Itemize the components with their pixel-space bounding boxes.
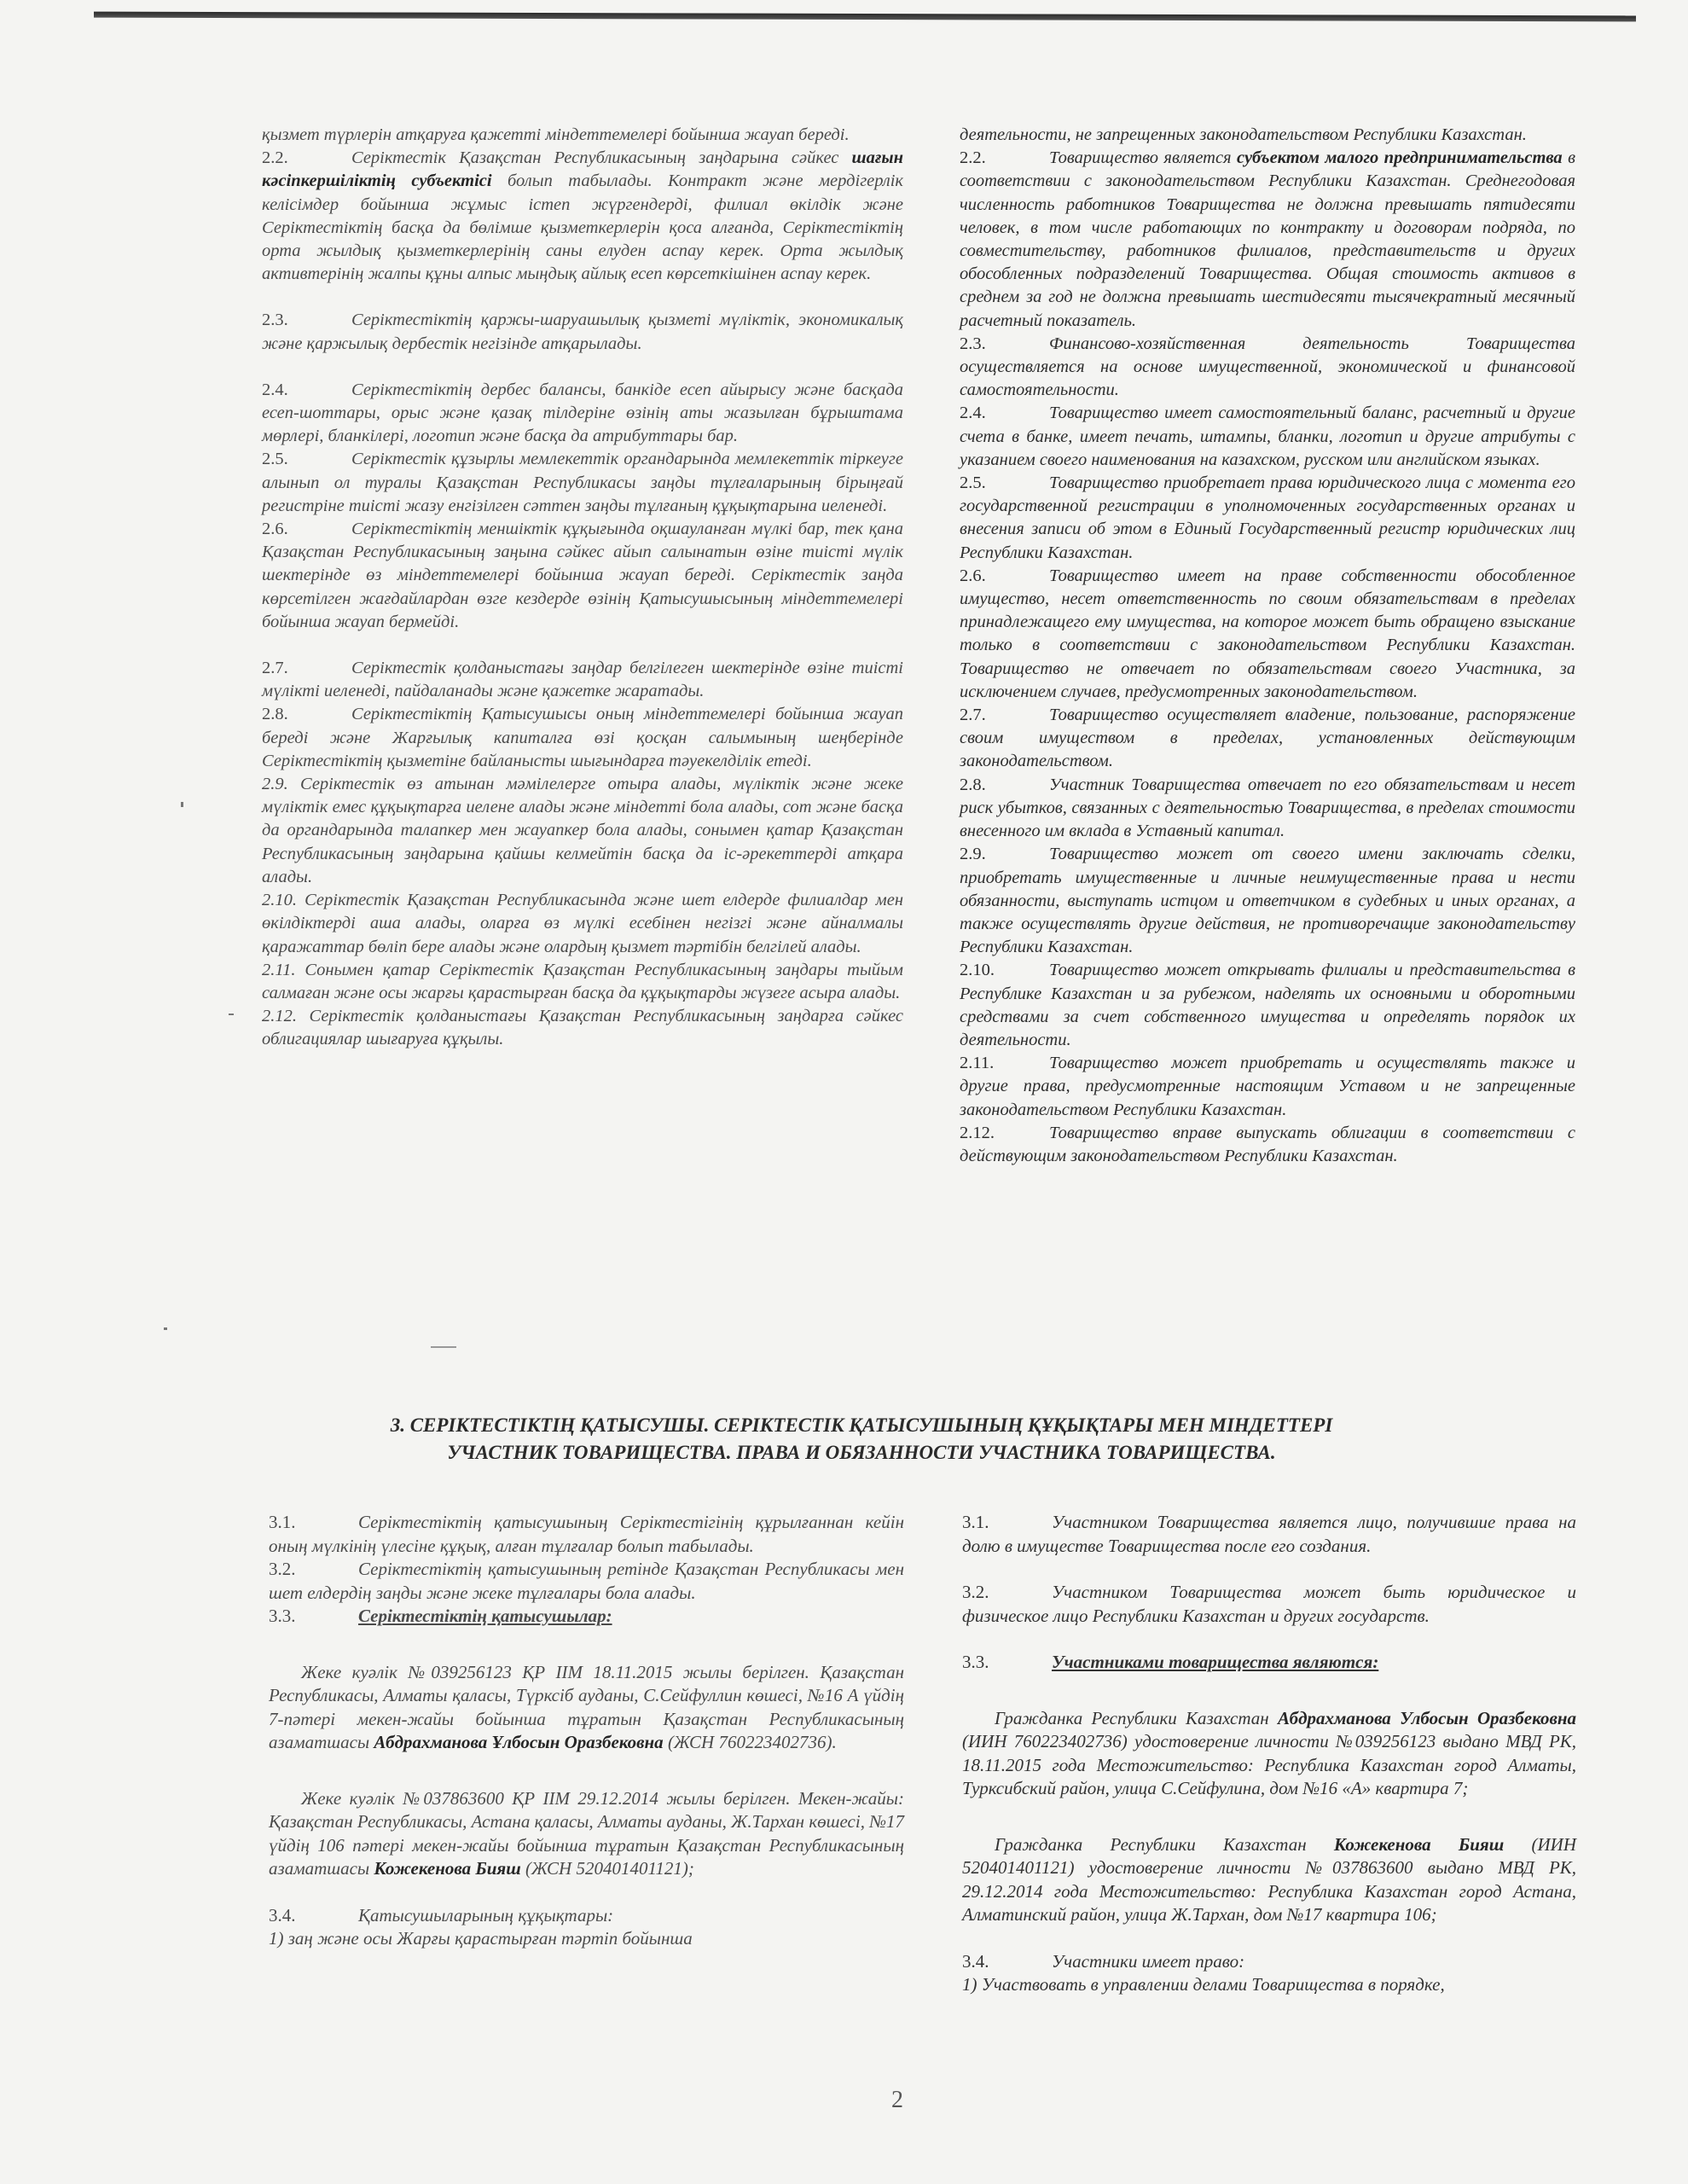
paragraph-3-2: 3.2. Участником Товарищества может быть юридическое и физическое лицо Республики Казахстан и других государств. [962, 1582, 1576, 1626]
paragraph-2-4: 2.4. Товарищество имеет самостоятельный баланс, расчетный и другие счета в банке, имеет печать, штампы, бланки, логотип и другие атрибуты с указанием своего наименования на казахском, русском или английском языках. [960, 404, 1575, 469]
paragraph-2-2: 2.2. Серіктестік Қазақстан Республикасының заңдарына сәйкес шағын кәсіпкершіліктің субъектісі болып табылады. Контракт және мердігерлік келісімдер бойынша жұмыс істеп жүргендерді, филиал өкілдік және Серіктестіктің басқа да бөлімше қызметкерлерін қоса алғанда, Серіктестіктің орта жылдық қызметкерлерінің саны елуден аспау керек. Орта жылдық активтерінің жалпы құны алпыс мыңдық айлық есеп көрсеткішінен аспау керек. [262, 148, 903, 284]
paragraph-2-4: 2.4. Серіктестіктің дербес балансы, банкіде есеп айырысу және басқада есеп-шоттары, орыс және қазақ тілдеріне өзінің аты жазылған бұрыштама мөрлері, бланкілері, логотип және басқа да атрибуттары бар. [262, 380, 903, 446]
paragraph-2-6: 2.6. Серіктестіктің меншіктік құқығында оқшауланған мүлкі бар, тек қана Қазақстан Республикасының заңына сәйкес айып салынатын өзіне тиісті мүлік шектерінде өз міндеттемелері бойынша жауап береді. Серіктестік заңда көрсетілген жағдайлардан өзге кездерде өзінің Қатысушысының міндеттемелері бойынша жауап бермейді. [262, 520, 903, 631]
scan-speck [164, 1327, 167, 1330]
paragraph-2-7: 2.7. Серіктестік қолданыстағы заңдар белгілеген шектерінде өзіне тиісті мүлікті иеленеді, пайдаланады және қажетке жаратады. [262, 659, 903, 701]
paragraph-2-3: 2.3. Финансово-хозяйственная деятельность Товарищества осуществляется на основе имущественной, экономической и финансовой самостоятельности. [960, 334, 1575, 400]
participant-2: Гражданка Республики Казахстан Кожекенова Бияш (ИИН 520401401121) удостоверение личности №037863600 выдано МВД РК, 29.12.2014 года Местожительство: Республика Казахстан город Астана, Алматинский район, улица Ж.Тархан, дом №17 квартира 106; [962, 1833, 1576, 1925]
russian-column-section-3 [962, 1511, 1576, 1997]
paragraph-2-9: 2.9. Серіктестік өз атынан мәмілелерге отыра алады, мүліктік және жеке мүліктік емес құқықтарға иеленe алады және міндетті бола алады, сот және басқа да органдарында талапкер мен жауапкер бола алады, сонымен қатар Қазақстан Республикасының заңдарына қайшы келмейтін басқа да іс-әрекеттерді атқара алады. [262, 775, 904, 886]
kazakh-column-section-3 [269, 1511, 904, 1951]
paragraph-2-10: 2.10. Серіктестік Қазақстан Республикасында және шет елдерде филиалдар мен өкілдіктерді аша алады, оларға өз мүлкі есебінен негізгі және айналмалы қаражаттар бөліп бере алады және олардың қызмет тәртібін белгілей алады. [262, 891, 903, 956]
paragraph-2-5: 2.5. Серіктестік құзырлы мемлекеттік органдарында мемлекеттік тіркеуге алынып ол туралы Қазақстан Республикасы заңды тұлғаларының бірыңғай регистріне тиісті жазу енгізілген сәттен заңды тұлғаның құқықтарына иеленеді. [262, 450, 903, 515]
paragraph-3-4-1: 1) Участвовать в управлении делами Товарищества в порядке, [962, 1974, 1445, 1995]
participant-2: Жеке куәлік №037863600 ҚР ІІМ 29.12.2014 жылы берілген. Мекен-жайы: Қазақстан Республикасы, Астана қаласы, Алматы ауданы, Ж.Тархан көшесі, №17 үйдің 106 пәтері мекен-жайы бойынша тұратын Қазақстан Республикасының азаматшасы Кожекенова Бияш (ЖСН 520401401121); [269, 1787, 905, 1879]
russian-column-section-2 [960, 124, 1575, 1168]
paragraph-2-11: 2.11. Сонымен қатар Серіктестік Қазақстан Республикасының заңдары тыйым салмаған және осы жарғы қарастырған басқа да құқықтарды жүзеге асыра алады. [262, 960, 904, 1002]
paragraph-3-3: 3.3. Участниками товарищества являются: [962, 1652, 1379, 1672]
participant-1: Жеке куәлік №039256123 ҚР ІІМ 18.11.2015 жылы берілген. Қазақстан Республикасы, Алматы қаласы, Түрксіб ауданы, С.Сейфуллин көшесі, №16 А үйдің 7-пәтері мекен-жайы бойынша тұратын Қазақстан Республикасының азаматшасы Абдрахманова Ұлбосын Оразбековна (ЖСН 760223402736). [269, 1661, 904, 1752]
paragraph-2-8: 2.8. Серіктестіктің Қатысушысы оның міндеттемелері бойынша жауап береді және Жарғылық капиталға өзі қосқан салымының шеңберінде Серіктестіктің қызметіне байланысты шығындарға тәуекелділік етеді. [262, 705, 903, 770]
scan-top-border [94, 12, 1636, 22]
paragraph-2-5: 2.5. Товарищество приобретает права юридического лица с момента его государственной регистрации в уполномоченных государственных органах и внесения записи об этом в Единый Государственный регистр юридических лиц Республики Казахстан. [960, 473, 1575, 562]
paragraph-2-12: 2.12. Серіктестік қолданыстағы Қазақстан Республикасының заңдарға сәйкес облигациялар шығаруға құқылы. [262, 1007, 904, 1049]
heading-kazakh: 3. СЕРІКТЕСТІКТІҢ ҚАТЫСУШЫ. СЕРІКТЕСТІК ҚАТЫСУШЫНЫҢ ҚҰҚЫҚТАРЫ МЕН МІНДЕТТЕРІ [390, 1414, 1333, 1436]
paragraph-2-10: 2.10. Товарищество может открывать филиалы и представительства в Республике Казахстан и за рубежом, наделять их основными и оборотными средствами за счет собственного имущества и определять порядок их деятельности. [960, 961, 1575, 1049]
paragraph-3-1: 3.1. Серіктестіктің қатысушының Серіктестігінің құрылғаннан кейін оның мүлкінің үлесіне құқық, алған тұлғалар болып табылады. [269, 1512, 904, 1556]
paragraph-2-9: 2.9. Товарищество может от своего имени заключать сделки, приобретать имущественные и личные неимущественные права и нести обязанности, выступать истцом и ответчиком в судебных и иных органах, а также осуществлять другие действия, не противоречащие законодательству Республики Казахстан. [960, 845, 1575, 957]
paragraph-2-3: 2.3. Серіктестіктің қаржы-шаруашылық қызметі мүліктік, экономикалық және қаржылық дербестік негізінде атқарылады. [262, 311, 903, 353]
paragraph-3-3: 3.3. Серіктестіктің қатысушылар: [269, 1606, 612, 1626]
paragraph-2-6: 2.6. Товарищество имеет на праве собственности обособленное имущество, несет ответственность по своим обязательствам в пределах принадлежащего ему имущества, на которое может быть обращено взыскание только в соответствии с законодательством Республики Казахстан. Товарищество не отвечает по обязательствам своего Участника, за исключением случаев, предусмотренных законодательством. [960, 566, 1575, 701]
scan-speck [181, 802, 183, 807]
section-3-heading [281, 1412, 1441, 1467]
paragraph: деятельности, не запрещенных законодательством Республики Казахстан. [960, 125, 1527, 144]
paragraph-2-8: 2.8. Участник Товарищества отвечает по его обязательствам и несет риск убытков, связанных с деятельностью Товарищества, в пределах стоимости внесенного им вклада в Уставный капитал. [960, 775, 1575, 841]
paragraph-3-1: 3.1. Участником Товарищества является лицо, получившие права на долю в имуществе Товарищества после его создания. [962, 1512, 1576, 1556]
paragraph-3-4: 3.4. Қатысушыларының құқықтары: [269, 1904, 614, 1926]
participant-1: Гражданка Республики Казахстан Абдрахманова Улбосын Оразбековна (ИИН 760223402736) удостоверение личности №039256123 выдано МВД РК, 18.11.2015 года Местожительство: Республика Казахстан город Алматы, Турксибский район, улица С.Сейфулина, дом №16 «А» квартира 7; [962, 1707, 1576, 1798]
paragraph-3-4: 3.4. Участники имеет право: [962, 1950, 1245, 1972]
paragraph-3-2: 3.2. Серіктестіктің қатысушының ретінде Қазақстан Республикасы мен шет елдердің заңды және жеке тұлғалары бола алады. [269, 1559, 904, 1603]
heading-russian: УЧАСТНИК ТОВАРИЩЕСТВА. ПРАВА И ОБЯЗАННОСТИ УЧАСТНИКА ТОВАРИЩЕСТВА. [447, 1442, 1276, 1463]
paragraph-2-7: 2.7. Товарищество осуществляет владение, пользование, распоряжение своим имуществом в пределах, установленных действующим законодательством. [960, 706, 1575, 771]
scan-speck [229, 1014, 234, 1015]
scan-speck [431, 1346, 456, 1348]
kazakh-column-section-2 [262, 124, 903, 1052]
paragraph-2-12: 2.12. Товарищество вправе выпускать облигации в соответствии с действующим законодательством Республики Казахстан. [960, 1123, 1575, 1165]
paragraph-2-11: 2.11. Товарищество может приобретать и осуществлять также и другие права, предусмотренные настоящим Уставом и не запрещенные законодательством Республики Казахстан. [960, 1054, 1575, 1119]
paragraph-2-2: 2.2. Товарищество является субъектом малого предпринимательства в соответствии с законодательством Республики Казахстан. Среднегодовая численность работников Товарищества не должна превышать пятидесяти человек, в том числе работающих по контракту и договорам подряда, по совместительству, работников филиалов, представительств и других обособленных подразделений Товарищества. Общая стоимость активов в среднем за год не должна превышать шестидесяти тысячекратный месячный расчетный показатель. [960, 148, 1575, 330]
paragraph-3-4-1: 1) заң және осы Жарғы қарастырған тәртіп бойынша [269, 1928, 693, 1949]
paragraph: қызмет түрлерін атқаруға қажетті міндеттемелері бойынша жауап береді. [262, 125, 850, 144]
page-number: 2 [891, 2087, 903, 2113]
